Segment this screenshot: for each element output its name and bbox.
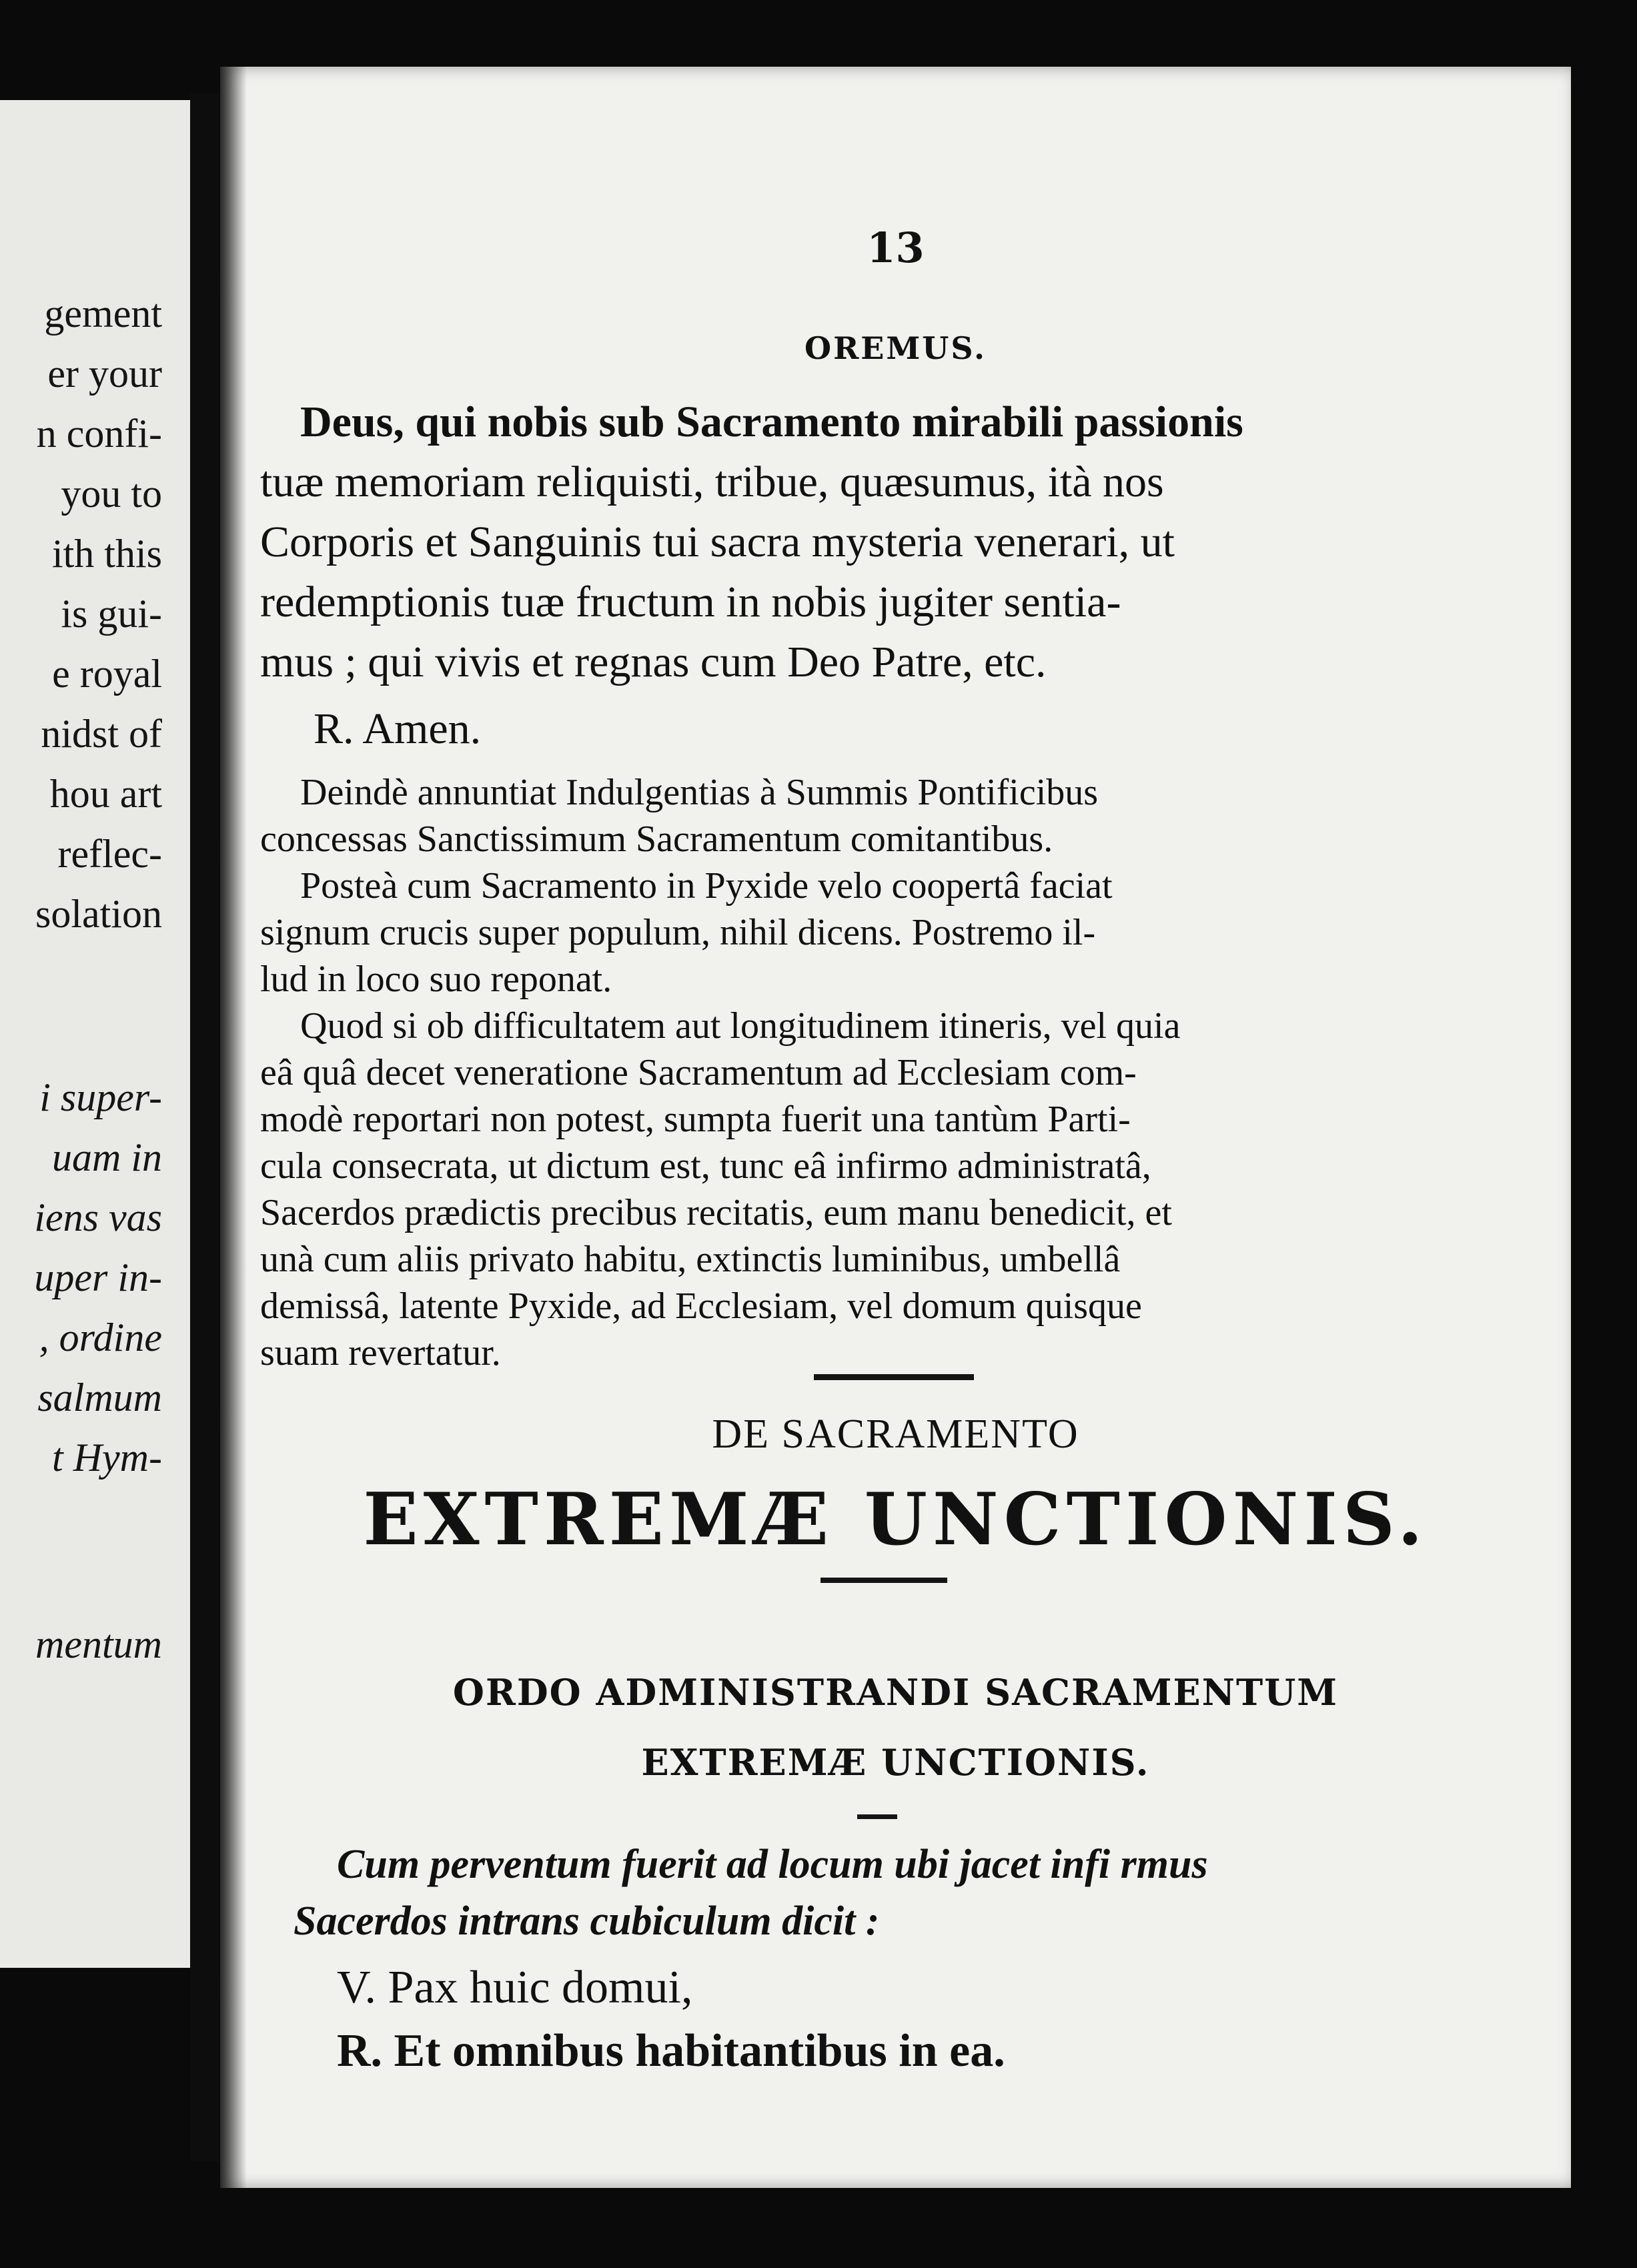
rubric-line: Quod si ob difficultatem aut longitudinem itineris, vel quia [300, 1005, 1181, 1047]
left-line: n confi- [36, 412, 162, 456]
left-line: mentum [35, 1622, 162, 1666]
left-line: e royal [52, 652, 162, 696]
rubric-line: signum crucis super populum, nihil dicens. Postremo il- [260, 912, 1096, 953]
rubric-line: Deindè annuntiat Indulgentias à Summis Pontificibus [300, 772, 1099, 813]
left-line: , ordine [39, 1315, 162, 1359]
ordo-heading-line1: ORDO ADMINISTRANDI SACRAMENTUM [452, 1671, 1339, 1714]
left-line: t Hym- [52, 1436, 162, 1480]
rubric-line: Sacerdos prædictis precibus recitatis, eum manu benedicit, et [260, 1192, 1172, 1233]
title-rule [821, 1578, 947, 1583]
rubric-line: modè reportari non potest, sumpta fuerit una tantùm Parti- [260, 1099, 1131, 1140]
rubric-line: demissâ, latente Pyxide, ad Ecclesiam, vel domum quisque [260, 1285, 1142, 1327]
short-rule [857, 1814, 897, 1819]
left-page-fragment [0, 100, 190, 1968]
oremus-heading: OREMUS. [804, 330, 987, 366]
left-line: you to [61, 472, 162, 516]
rubric-line: unà cum aliis privato habitu, extinctis luminibus, umbellâ [260, 1239, 1121, 1280]
response: R. Et omnibus habitantibus in ea. [337, 2025, 1005, 2077]
left-line: reflec- [57, 832, 162, 876]
rubric-italic-line: Cum perventum fuerit ad locum ubi jacet infi rmus [337, 1842, 1208, 1887]
ordo-heading-line2: EXTREMÆ UNCTIONIS. [641, 1741, 1150, 1784]
rubric-line: eâ quâ decet veneratione Sacramentum ad Ecclesiam com- [260, 1052, 1137, 1093]
left-line: iens vas [34, 1195, 162, 1239]
left-line: solation [35, 892, 162, 936]
rubric-line: cula consecrata, ut dictum est, tunc eâ infirmo administratâ, [260, 1145, 1151, 1187]
left-line: gement [44, 292, 162, 336]
left-line: nidst of [41, 712, 162, 756]
section-pre-title: DE SACRAMENTO [712, 1411, 1079, 1457]
prayer-line: redemptionis tuæ fructum in nobis jugiter sentia- [260, 578, 1121, 626]
left-line: ith this [51, 532, 162, 576]
prayer-line: Deus, qui nobis sub Sacramento mirabili passionis [300, 398, 1243, 446]
left-line: er your [47, 352, 162, 396]
versicle: V. Pax huic domui, [337, 1962, 693, 2013]
section-title: EXTREMÆ UNCTIONIS. [363, 1478, 1428, 1562]
prayer-line: mus ; qui vivis et regnas cum Deo Patre, etc. [260, 638, 1047, 686]
left-line: hou art [49, 772, 162, 816]
page-number: 13 [867, 223, 925, 272]
right-page [220, 67, 1571, 2188]
rubric-line: lud in loco suo reponat. [260, 959, 612, 1000]
prayer-response: R. Amen. [314, 704, 482, 753]
prayer-line: tuæ memoriam reliquisti, tribue, quæsumus, ità nos [260, 458, 1164, 506]
prayer-line: Corporis et Sanguinis tui sacra mysteria venerari, ut [260, 518, 1175, 566]
rubric-line: suam revertatur. [260, 1332, 501, 1373]
section-rule [814, 1374, 974, 1380]
rubric-italic-line: Sacerdos intrans cubiculum dicit : [294, 1898, 880, 1944]
left-line: i super- [39, 1075, 162, 1119]
left-line: is gui- [61, 592, 162, 636]
left-line: uper in- [34, 1255, 162, 1299]
left-line: uam in [52, 1135, 162, 1179]
left-line: salmum [37, 1375, 162, 1420]
rubric-line: concessas Sanctissimum Sacramentum comitantibus. [260, 818, 1053, 860]
rubric-line: Posteà cum Sacramento in Pyxide velo coopertâ faciat [300, 865, 1113, 907]
